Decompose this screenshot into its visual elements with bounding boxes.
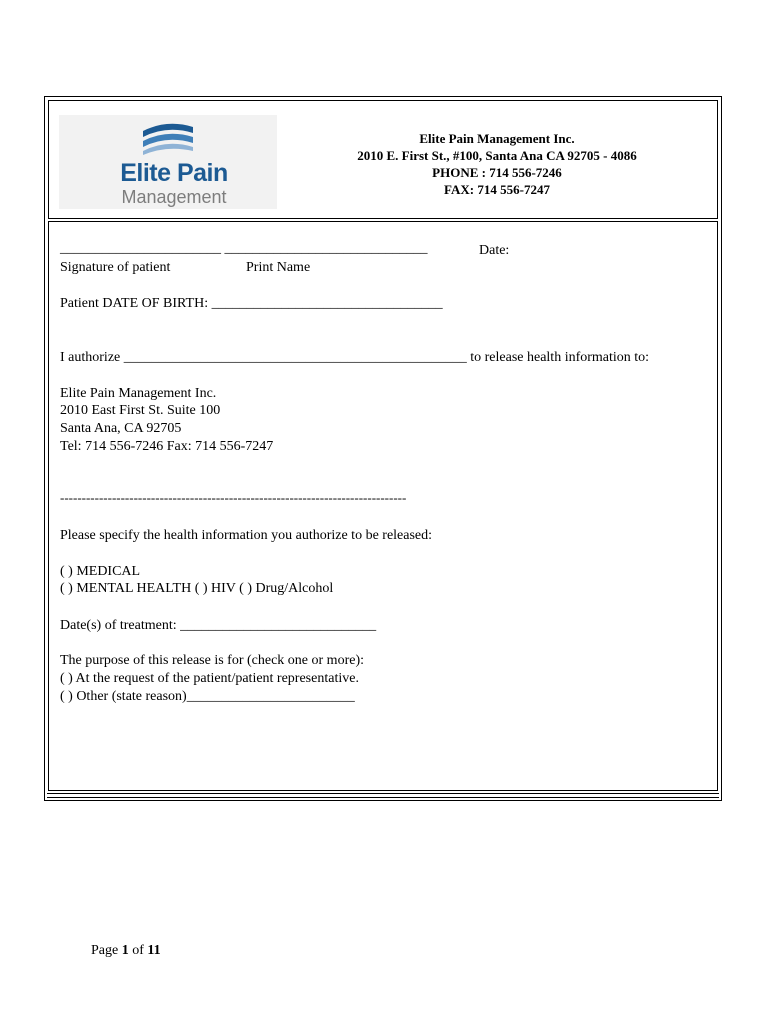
purpose-option-patient-request[interactable]: ( ) At the request of the patient/patient representative.: [60, 671, 359, 686]
company-fax: FAX: 714 556-7247: [444, 182, 550, 197]
option-medical[interactable]: ( ) MEDICAL: [60, 564, 141, 579]
logo-text-main: Elite Pain: [120, 159, 228, 187]
logo-swoosh-icon: [141, 117, 195, 157]
page-total: 11: [147, 943, 161, 958]
recipient-contact: Tel: 714 556-7246 Fax: 714 556-7247: [60, 439, 274, 454]
page-number: [91, 943, 161, 959]
company-address: 2010 E. First St., #100, Santa Ana CA 92705 - 4086: [357, 148, 637, 163]
date-label: Date:: [479, 243, 510, 258]
signature-label: Signature of patient: [60, 260, 171, 275]
company-name: Elite Pain Management Inc.: [419, 131, 575, 146]
purpose-prompt: The purpose of this release is for (check one or more):: [60, 653, 364, 668]
letterhead: [48, 100, 718, 219]
section-separator: --------------------------------------------------------------------------------: [60, 490, 407, 505]
print-name-label: Print Name: [246, 260, 311, 275]
recipient-address: 2010 East First St. Suite 100: [60, 403, 221, 418]
dob-field[interactable]: Patient DATE OF BIRTH: _________________________________: [60, 296, 443, 311]
company-info: [317, 130, 677, 198]
signature-blanks[interactable]: _______________________ _____________________________: [60, 241, 428, 256]
authorize-field[interactable]: I authorize _________________________________________________ to release health information to:: [60, 350, 650, 365]
logo-text-sub: Management: [121, 187, 227, 207]
recipient-city: Santa Ana, CA 92705: [60, 421, 182, 436]
purpose-option-other[interactable]: ( ) Other (state reason)________________________: [60, 689, 355, 704]
company-phone: PHONE : 714 556-7246: [432, 165, 562, 180]
option-mental-health-hiv-drug[interactable]: ( ) MENTAL HEALTH ( ) HIV ( ) Drug/Alcohol: [60, 581, 334, 596]
recipient-name: Elite Pain Management Inc.: [60, 386, 217, 401]
page-of: of: [128, 943, 148, 958]
specify-prompt: Please specify the health information you authorize to be released:: [60, 528, 433, 543]
page-prefix: Page: [91, 943, 122, 958]
page-current: 1: [121, 943, 129, 958]
company-logo: [59, 115, 277, 209]
treatment-dates-field[interactable]: Date(s) of treatment: ____________________________: [60, 618, 377, 633]
